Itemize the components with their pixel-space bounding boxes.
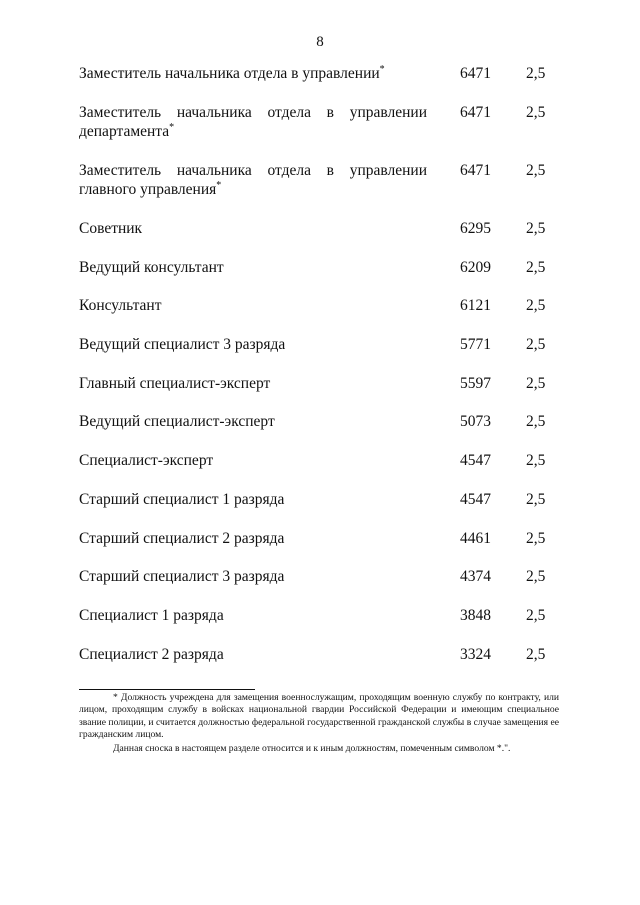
position-title: Заместитель начальника отдела в управлении главного управления*	[79, 162, 427, 198]
table-row	[79, 258, 559, 277]
salary-value: 5771	[460, 336, 491, 354]
coefficient-value: 2,5	[526, 374, 546, 392]
coefficient-value: 2,5	[526, 606, 546, 624]
footnote-mark: *	[216, 180, 222, 191]
position-title: Специалист-эксперт	[79, 452, 214, 470]
coefficient-value: 2,5	[526, 645, 546, 663]
coefficient-value: 2,5	[526, 413, 546, 431]
salary-value: 3848	[460, 606, 491, 624]
footnote-mark: *	[379, 64, 385, 75]
salary-value: 6295	[460, 220, 491, 237]
salary-value: 4547	[460, 452, 491, 470]
footnote	[79, 692, 559, 755]
salary-value: 6209	[460, 258, 491, 276]
salary-value: 6471	[460, 162, 491, 179]
position-title: Консультант	[79, 297, 162, 315]
coefficient-value: 2,5	[526, 162, 546, 179]
salary-value: 4461	[460, 529, 491, 547]
position-title: Ведущий консультант	[79, 258, 224, 276]
salary-value: 6471	[460, 65, 491, 82]
table-row	[79, 64, 559, 83]
salary-value: 5597	[460, 374, 491, 392]
table-row	[79, 412, 559, 431]
coefficient-value: 2,5	[526, 529, 546, 547]
salary-value: 4547	[460, 490, 491, 508]
position-title: Ведущий специалист 3 разряда	[79, 336, 286, 354]
table-row	[79, 103, 559, 141]
table-row	[79, 161, 559, 199]
coefficient-value: 2,5	[526, 336, 546, 354]
salary-value: 6121	[460, 297, 491, 315]
table-row	[79, 335, 559, 354]
coefficient-value: 2,5	[526, 490, 546, 508]
salary-value: 5073	[460, 413, 491, 431]
table-row	[79, 645, 559, 664]
footnote-paragraph: Данная сноска в настоящем разделе относится и к иным должностям, помеченным символом *.".	[113, 742, 511, 754]
salary-value: 4374	[460, 568, 491, 586]
coefficient-value: 2,5	[526, 568, 546, 586]
coefficient-value: 2,5	[526, 220, 546, 237]
page-number: 8	[316, 34, 324, 50]
table-row	[79, 451, 559, 470]
footnote-paragraph: * Должность учреждена для замещения военнослужащим, проходящим военную службу по контракту, или лицом, проходящим службу в войсках национальной гвардии Российской Федерации и имеющим специальное звание полиции, и считается должностью федеральной государственной гражданской службы в случае замещения ее гражданским лицом.	[79, 692, 559, 741]
coefficient-value: 2,5	[526, 65, 546, 82]
position-title: Старший специалист 2 разряда	[79, 529, 285, 547]
table-row	[79, 529, 559, 548]
coefficient-value: 2,5	[526, 452, 546, 470]
position-title: Главный специалист-эксперт	[79, 374, 271, 392]
table-row	[79, 606, 559, 625]
salary-value: 3324	[460, 645, 491, 663]
position-title: Старший специалист 1 разряда	[79, 490, 285, 508]
table-row	[79, 219, 559, 238]
table-row	[79, 296, 559, 315]
position-title: Специалист 2 разряда	[79, 645, 224, 663]
position-title: Ведущий специалист-эксперт	[79, 413, 275, 431]
footnote-mark: *	[169, 122, 175, 133]
position-title: Заместитель начальника отдела в управлении*	[79, 64, 385, 82]
table-row	[79, 374, 559, 393]
footnote-separator	[79, 689, 255, 690]
coefficient-value: 2,5	[526, 297, 546, 315]
table-row	[79, 567, 559, 586]
table-row	[79, 490, 559, 509]
coefficient-value: 2,5	[526, 258, 546, 276]
position-table	[79, 64, 559, 664]
salary-value: 6471	[460, 104, 491, 121]
position-title: Специалист 1 разряда	[79, 606, 224, 624]
coefficient-value: 2,5	[526, 104, 546, 121]
position-title: Старший специалист 3 разряда	[79, 568, 285, 586]
position-title: Заместитель начальника отдела в управлении департамента*	[79, 104, 427, 140]
position-title: Советник	[79, 220, 143, 237]
